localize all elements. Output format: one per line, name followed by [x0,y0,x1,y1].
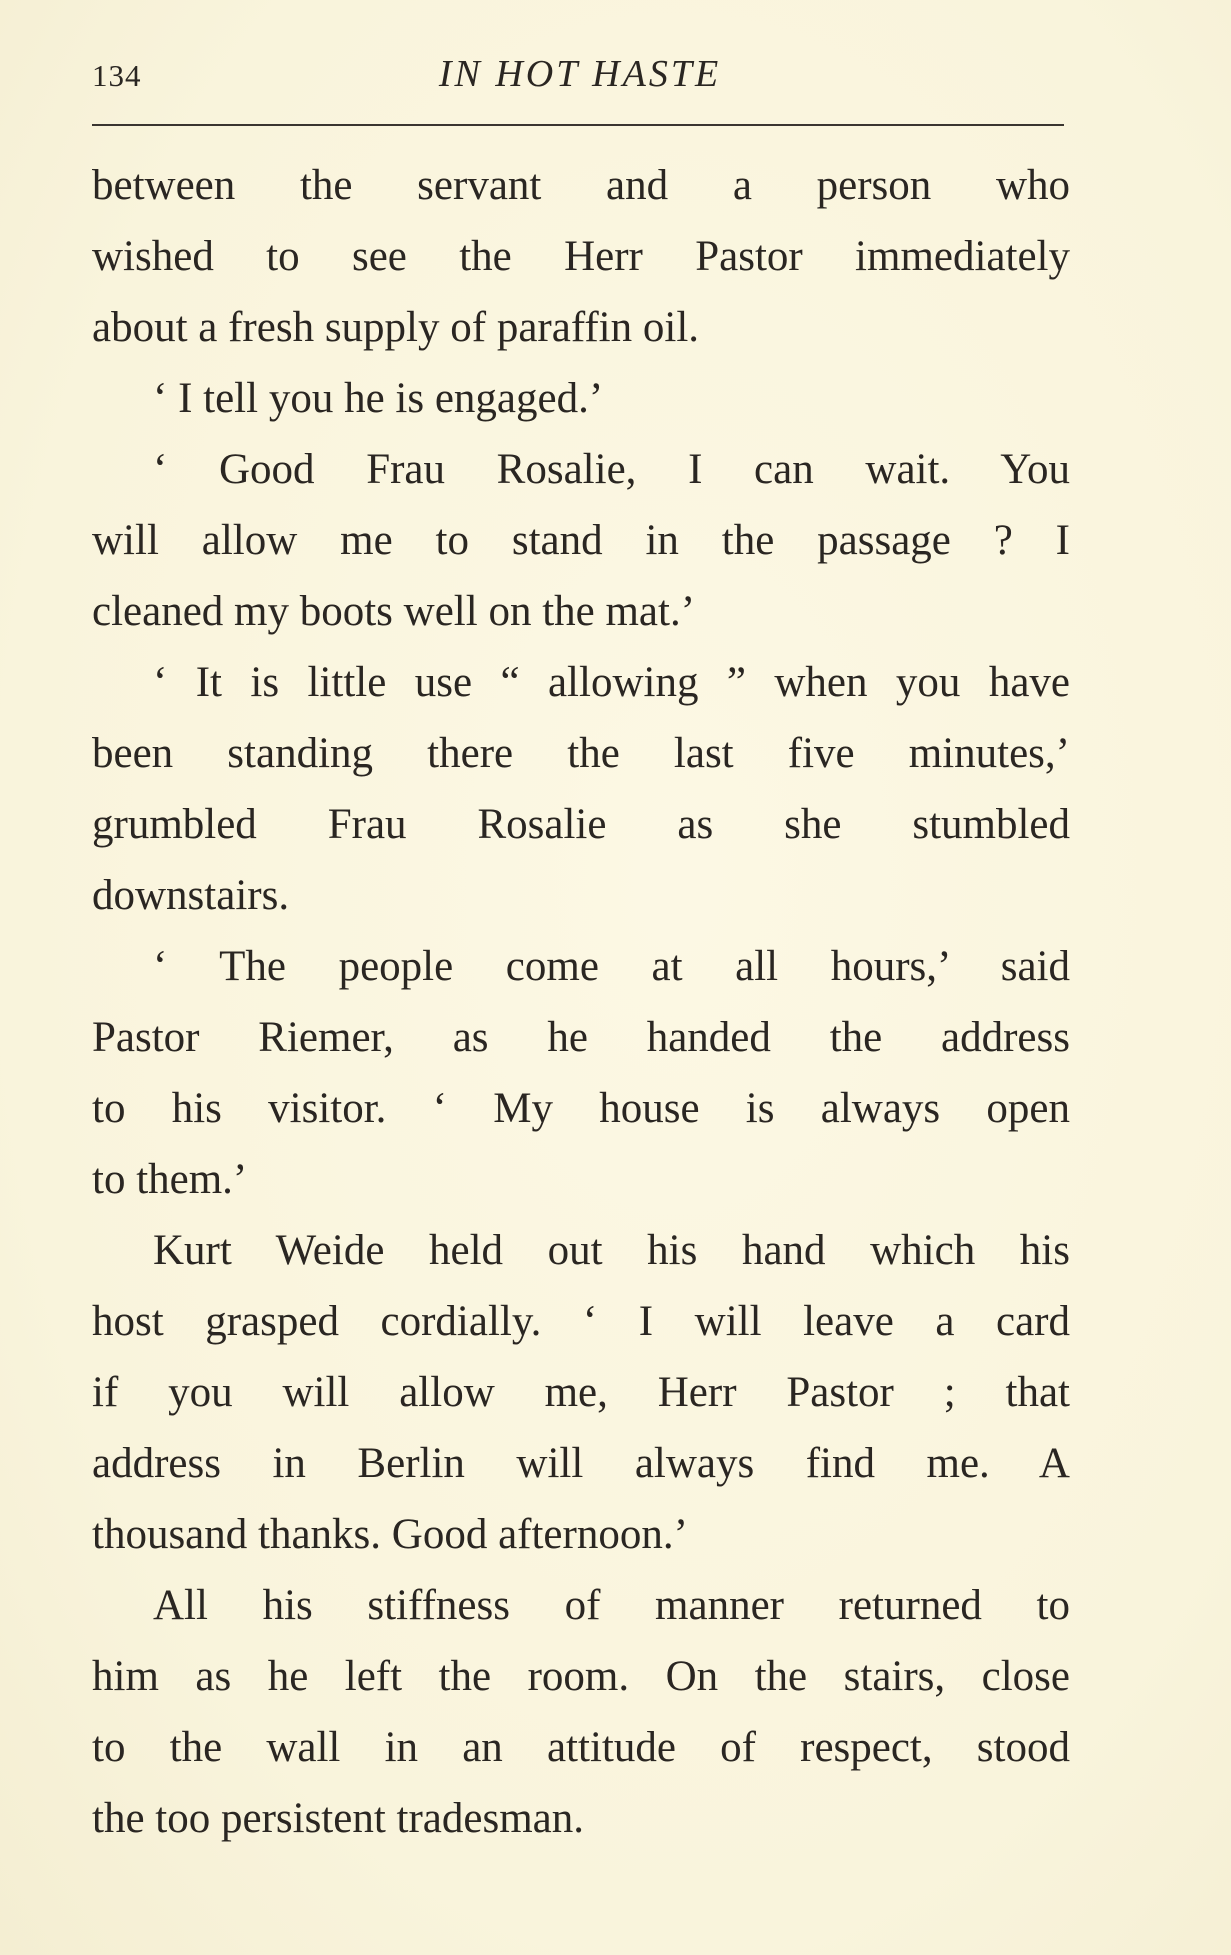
text-line: to the wall in an attitude of respect, stood [92,1724,1070,1771]
text-line: downstairs. [92,872,290,919]
text-line: between the servant and a person who [92,162,1070,209]
page-number: 134 [92,58,142,93]
text-line: Pastor Riemer, as he handed the address [92,1014,1070,1061]
running-title: IN HOT HASTE [438,53,722,95]
text-line: him as he left the room. On the stairs, close [92,1653,1070,1700]
text-line: wished to see the Herr Pastor immediately [92,233,1070,280]
text-line: will allow me to stand in the passage ? I [92,517,1070,564]
text-line: ‘ It is little use “ allowing ” when you have [153,659,1070,706]
text-line: if you will allow me, Herr Pastor ; that [92,1369,1070,1416]
text-line: been standing there the last five minutes,’ [92,730,1070,777]
text-line: ‘ I tell you he is engaged.’ [153,375,604,422]
text-line: ‘ The people come at all hours,’ said [153,943,1070,990]
text-line: cleaned my boots well on the mat.’ [92,588,696,635]
text-line: address in Berlin will always find me. A [92,1440,1070,1487]
text-line: thousand thanks. Good afternoon.’ [92,1511,688,1558]
text-line: ‘ Good Frau Rosalie, I can wait. You [153,446,1070,493]
text-line: host grasped cordially. ‘ I will leave a card [92,1298,1070,1345]
page-header [92,52,1068,102]
header-rule [92,124,1064,126]
text-line: to his visitor. ‘ My house is always open [92,1085,1070,1132]
body-text [92,150,1070,1854]
text-line: Kurt Weide held out his hand which his [153,1227,1070,1274]
text-line: the too persistent tradesman. [92,1795,584,1842]
text-line: to them.’ [92,1156,248,1203]
text-line: All his stiffness of manner returned to [153,1582,1070,1629]
text-line: about a fresh supply of paraffin oil. [92,304,700,351]
text-line: grumbled Frau Rosalie as she stumbled [92,801,1070,848]
